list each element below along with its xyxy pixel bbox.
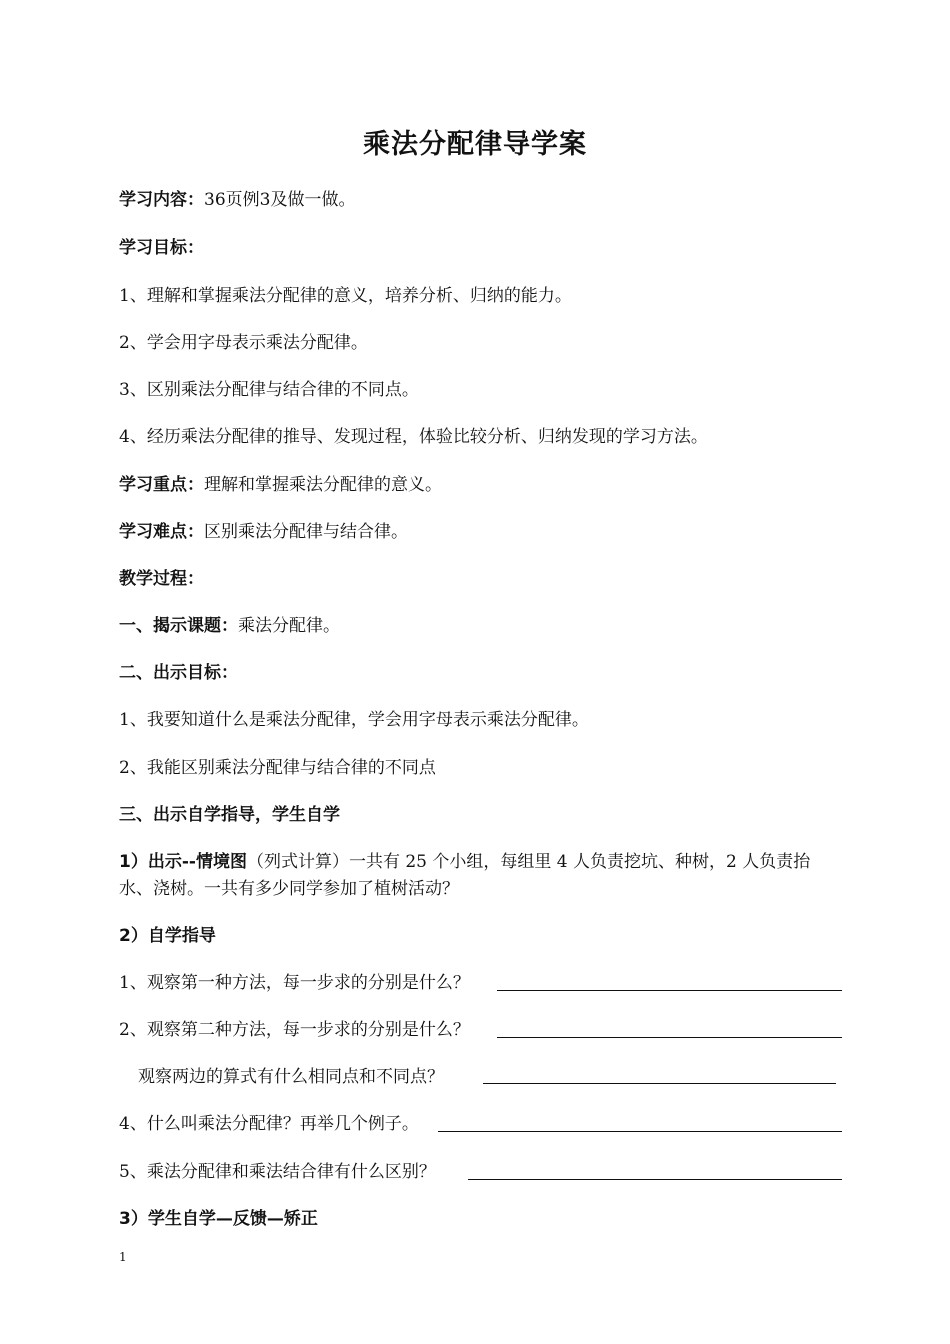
study-focus-text: 理解和掌握乘法分配律的意义。 (204, 475, 442, 495)
study-focus (119, 471, 442, 499)
question-3: 观察两边的算式有什么相同点和不同点？ (138, 1067, 444, 1087)
answer-blank-2[interactable] (497, 1037, 842, 1038)
section-2-item: 1、我要知道什么是乘法分配律，学会用字母表示乘法分配律。 (119, 710, 589, 730)
feedback-label: 3）学生自学—反馈—矫正 (119, 1209, 318, 1229)
question-2: 2、观察第二种方法，每一步求的分别是什么？ (119, 1020, 470, 1040)
answer-blank-1[interactable] (497, 990, 842, 991)
study-content (119, 186, 355, 214)
question-5: 5、乘法分配律和乘法结合律有什么区别？ (119, 1162, 436, 1182)
goal-item: 1、理解和掌握乘法分配律的意义，培养分析、归纳的能力。 (119, 286, 572, 306)
study-focus-label: 学习重点： (119, 475, 204, 495)
process-label: 教学过程： (119, 569, 204, 589)
study-difficulty-label: 学习难点： (119, 522, 204, 542)
question-1: 1、观察第一种方法，每一步求的分别是什么？ (119, 973, 470, 993)
page-number: 1 (119, 1250, 127, 1264)
scenario-text: （列式计算）一共有 25 个小组，每组里 4 人负责挖坑、种树，2 人负责抬 (246, 852, 811, 872)
self-study-label: 2）自学指导 (119, 926, 216, 946)
document-title: 乘法分配律导学案 (363, 129, 587, 160)
goals-label: 学习目标： (119, 238, 204, 258)
section-2-label: 二、出示目标： (119, 663, 238, 683)
goal-item: 4、经历乘法分配律的推导、发现过程，体验比较分析、归纳发现的学习方法。 (119, 427, 708, 447)
goal-item: 2、学会用字母表示乘法分配律。 (119, 333, 368, 353)
section-3-label: 三、出示自学指导，学生自学 (119, 805, 340, 825)
scenario-line-2: 水、浇树。一共有多少同学参加了植树活动？ (119, 879, 459, 899)
scenario-label: 1）出示--情境图 (119, 852, 247, 872)
section-2-item: 2、我能区别乘法分配律与结合律的不同点 (119, 758, 436, 778)
scenario-line-1 (119, 848, 810, 876)
study-difficulty-text: 区别乘法分配律与结合律。 (204, 522, 408, 542)
section-1 (119, 612, 340, 640)
section-1-text: 乘法分配律。 (238, 616, 340, 636)
answer-blank-5[interactable] (468, 1179, 842, 1180)
section-1-label: 一、揭示课题： (119, 616, 238, 636)
study-difficulty (119, 518, 408, 546)
question-4: 4、什么叫乘法分配律？再举几个例子。 (119, 1114, 419, 1134)
answer-blank-4[interactable] (438, 1131, 842, 1132)
study-content-text: 36页例3及做一做。 (204, 190, 356, 210)
answer-blank-3[interactable] (483, 1083, 836, 1084)
study-content-label: 学习内容： (119, 190, 204, 210)
goal-item: 3、区别乘法分配律与结合律的不同点。 (119, 380, 419, 400)
